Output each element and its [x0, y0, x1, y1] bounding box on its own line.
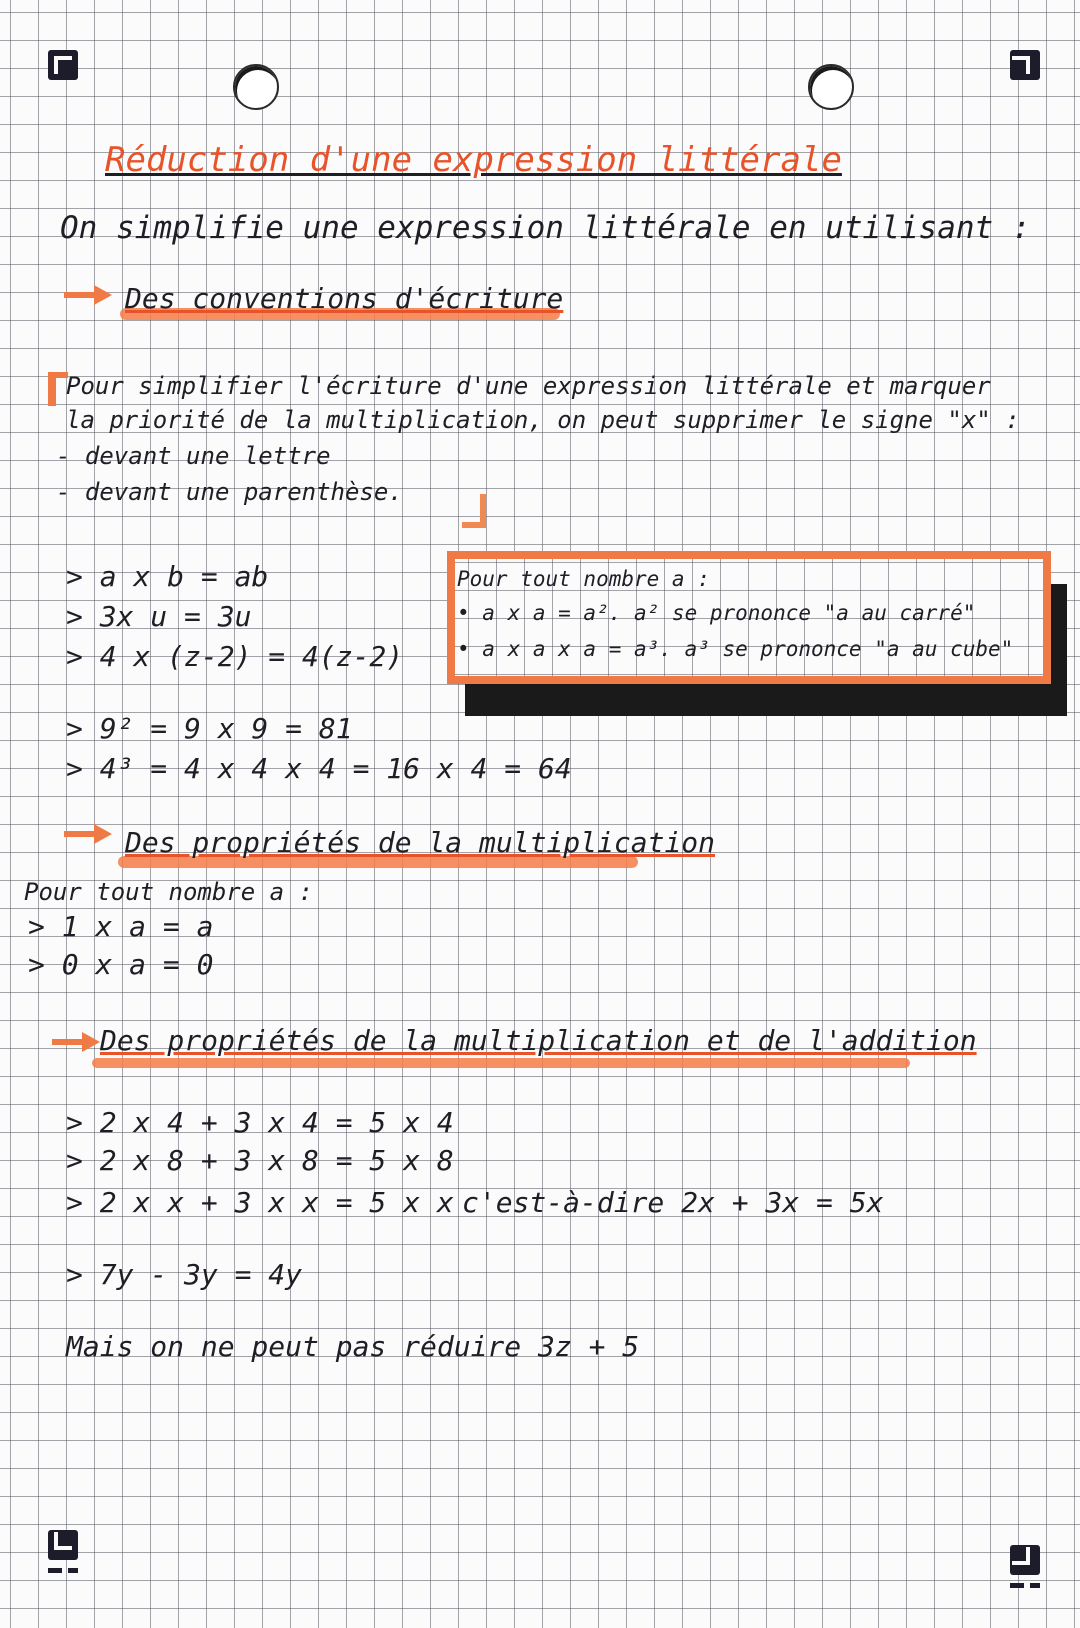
corner-dash [68, 1568, 78, 1573]
check-mark [462, 494, 486, 528]
intro-text: On simplifie une expression littérale en utilisant : [60, 210, 1031, 246]
box-line-3: • a x a x a = a³. a³ se prononce "a au cube" [457, 637, 1014, 661]
example-2: > 3x u = 3u [66, 600, 252, 633]
section1-heading: Des conventions d'écriture [125, 282, 564, 315]
arrow-icon [50, 1030, 102, 1054]
mult-property-2: > 0 x a = 0 [28, 948, 214, 981]
example-1: > a x b = ab [66, 560, 269, 593]
corner-marker-top-left [48, 50, 78, 80]
corner-marker-bottom-left [48, 1530, 78, 1560]
distributive-example-1: > 2 x 4 + 3 x 4 = 5 x 4 [66, 1106, 454, 1139]
rule-line-2: la priorité de la multiplication, on peut supprimer le signe "x" : [66, 406, 1020, 434]
section2-heading: Des propriétés de la multiplication [125, 826, 716, 859]
section3-heading: Des propriétés de la multiplication et de l'addition [100, 1024, 977, 1057]
rule-line-1: Pour simplifier l'écriture d'une expression littérale et marquer [66, 372, 991, 400]
corner-marker-top-right [1010, 50, 1040, 80]
binder-hole [808, 64, 854, 110]
distributive-note: c'est-à-dire 2x + 3x = 5x [462, 1186, 884, 1219]
section2-intro: Pour tout nombre a : [24, 878, 313, 906]
corner-dash [1030, 1583, 1040, 1588]
heading-highlight [92, 1058, 910, 1068]
distributive-example-4: > 7y - 3y = 4y [66, 1258, 303, 1291]
cannot-reduce-text: Mais on ne peut pas réduire 3z + 5 [66, 1330, 640, 1363]
power-example-1: > 9² = 9 x 9 = 81 [66, 712, 353, 745]
distributive-example-2: > 2 x 8 + 3 x 8 = 5 x 8 [66, 1144, 454, 1177]
mult-property-1: > 1 x a = a [28, 910, 214, 943]
rule-item-2: - devant une parenthèse. [56, 478, 403, 506]
definition-box [447, 551, 1051, 684]
corner-dash [1010, 1583, 1024, 1588]
box-line-2: • a x a = a². a² se prononce "a au carré" [457, 601, 976, 625]
bracket-mark [48, 372, 68, 406]
arrow-icon [62, 822, 114, 846]
rule-item-1: - devant une lettre [56, 442, 331, 470]
example-3: > 4 x (z-2) = 4(z-2) [66, 640, 404, 673]
binder-hole [233, 64, 279, 110]
arrow-icon [62, 283, 114, 307]
power-example-2: > 4³ = 4 x 4 x 4 = 16 x 4 = 64 [66, 752, 572, 785]
corner-marker-bottom-right [1010, 1545, 1040, 1575]
page-title: Réduction d'une expression littérale [105, 140, 842, 180]
distributive-example-3: > 2 x x + 3 x x = 5 x x [66, 1186, 454, 1219]
box-line-1: Pour tout nombre a : [457, 567, 710, 591]
corner-dash [48, 1568, 62, 1573]
